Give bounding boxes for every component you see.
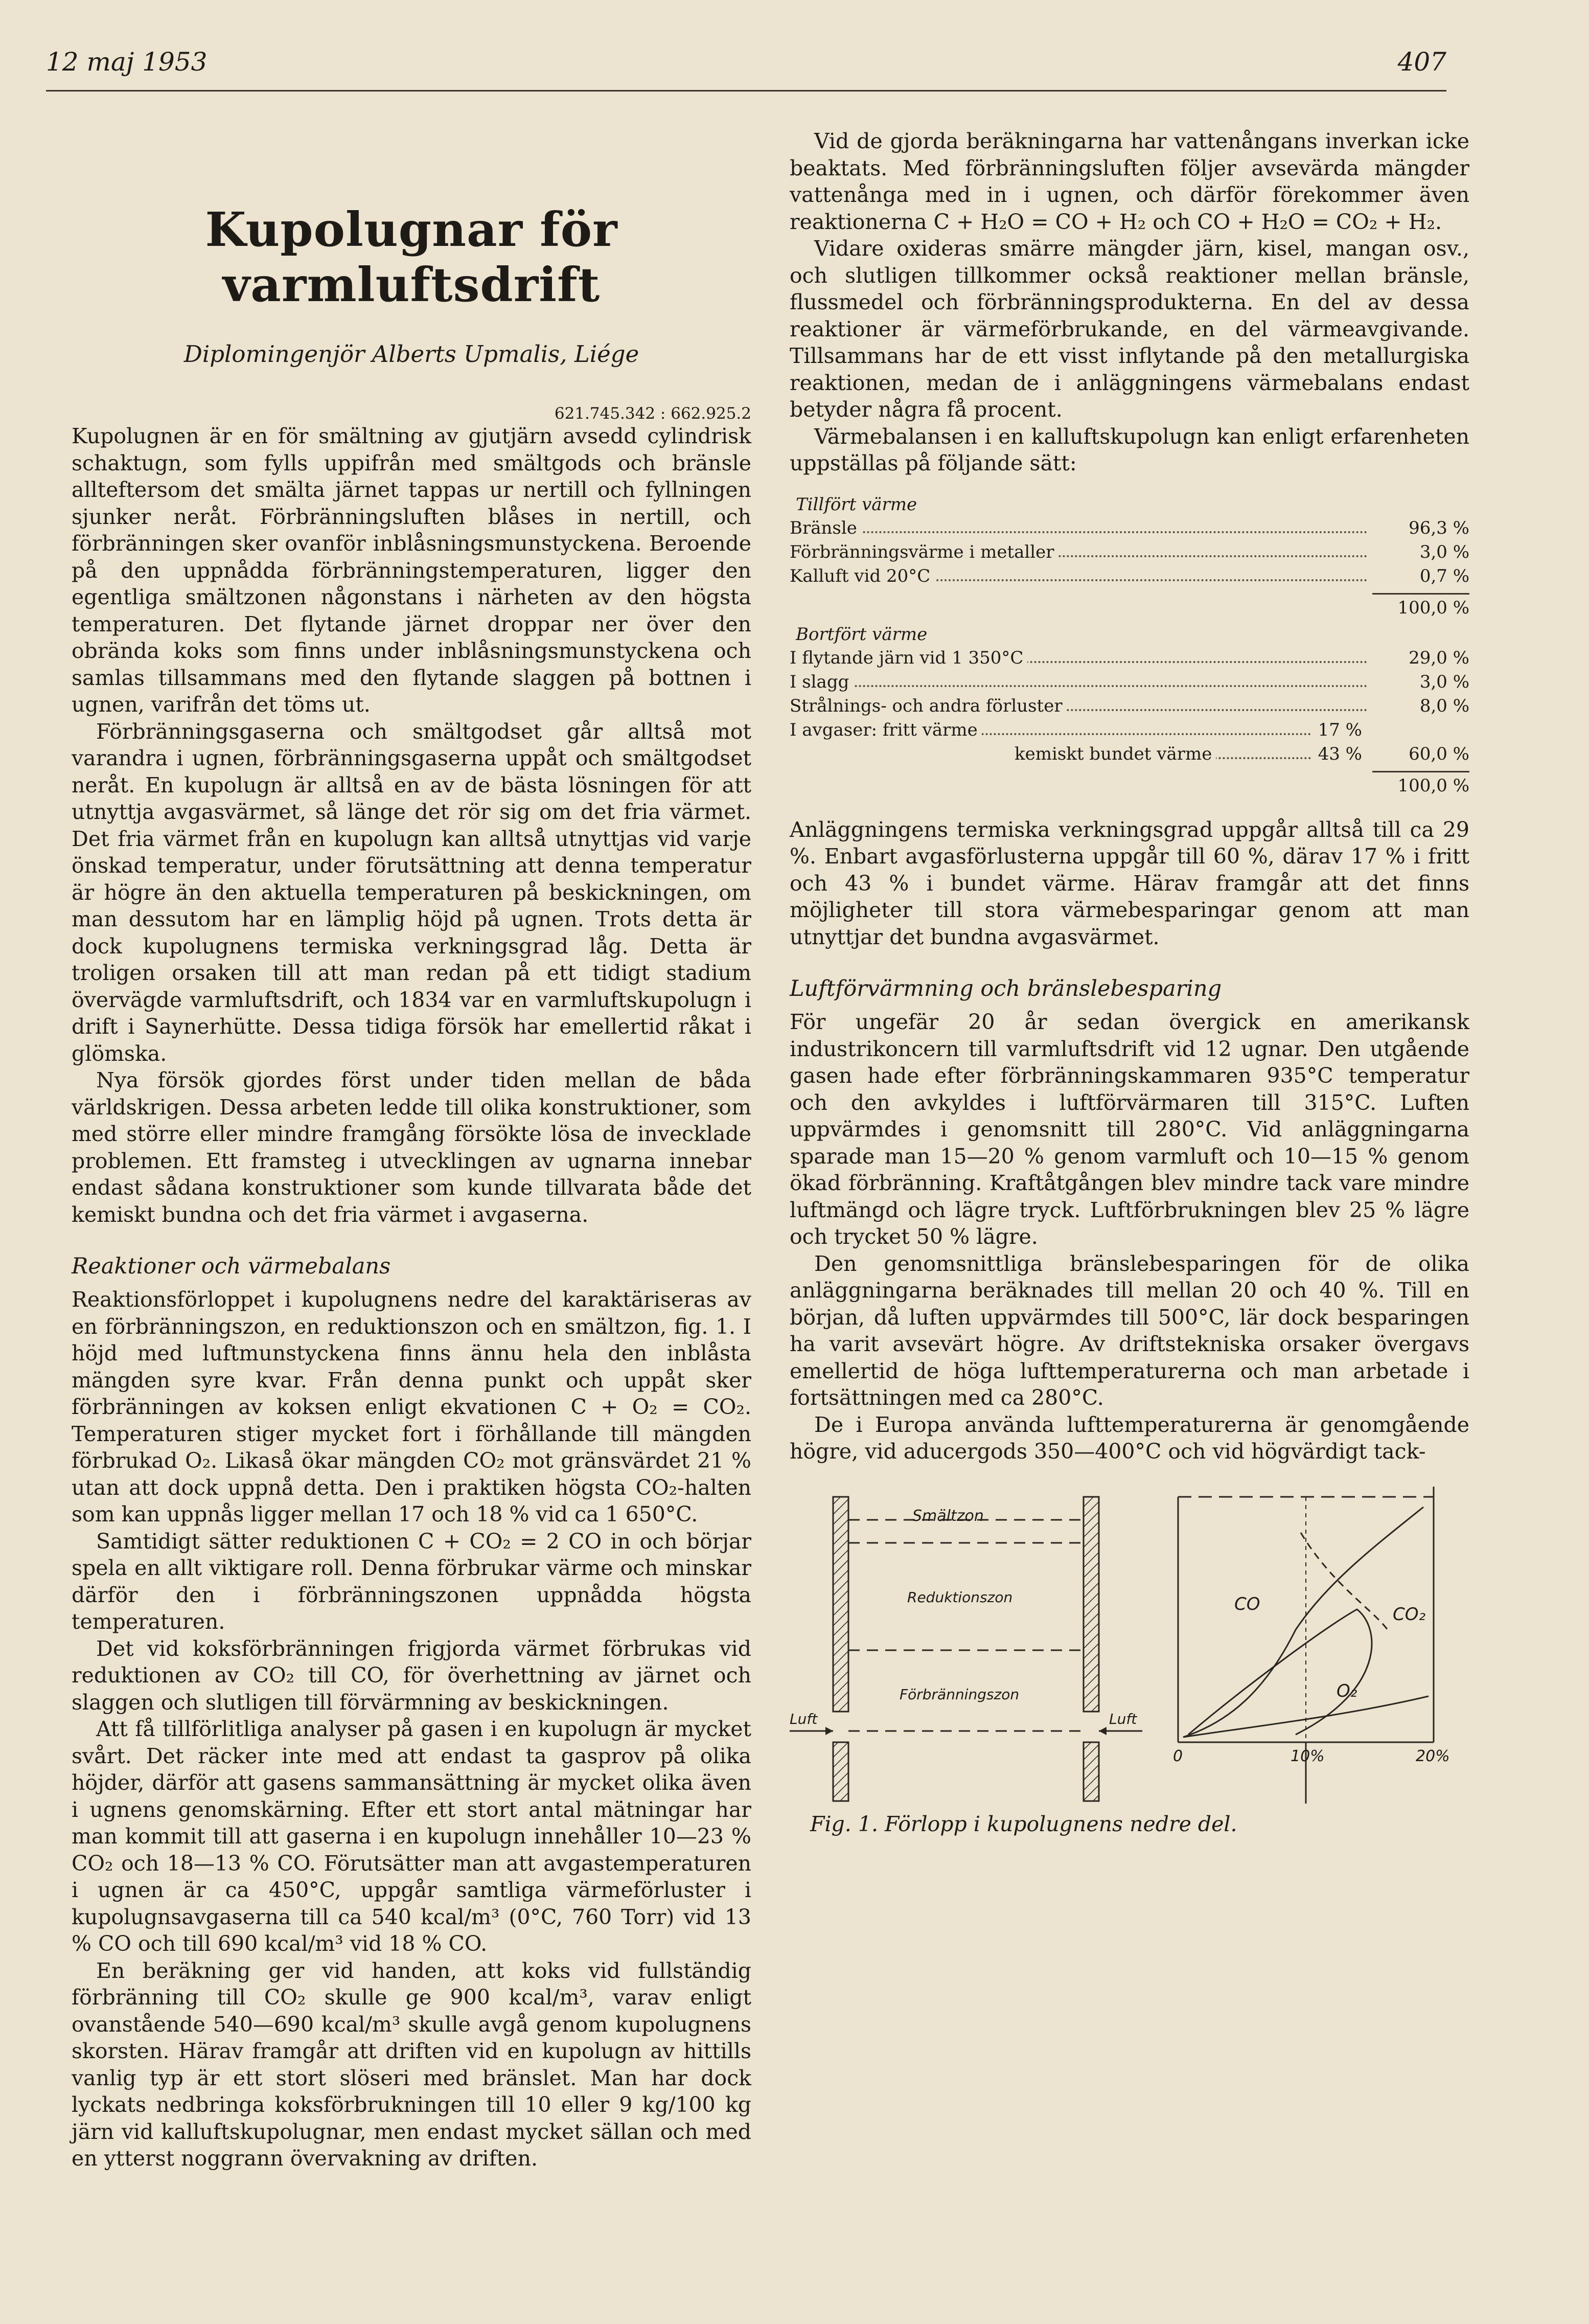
body-paragraph: Det vid koksförbränningen frigjorda värmet förbrukas vid reduktionen av CO₂ till CO, för överhettning av järnet och slaggen och slutligen till förvärmning av beskickningen. (72, 1636, 751, 1715)
section-heading-reactions: Reaktioner och värmebalans (72, 1254, 391, 1279)
article-title: Kupolugnar för varmluftsdrift (205, 202, 618, 312)
row-value: 3,0 % (1416, 672, 1469, 692)
body-paragraph: För ungefär 20 år sedan övergick en amerikansk industrikoncern till varmluftsdrift vid 12 ugnar. Den utgående gasen hade efter förbränningskammaren 935°C temperatur och den avkyldes i luftförvärmaren till 315°C. Luften uppvärmdes i genomsnitt till 280°C. Vid anläggningarna sparade man 15—20 % genom varmluft och 10—15 % genom ökad förbränning. Kraftåtgången blev mindre tack vare mindre luftmängd och lägre tryck. Luftförbrukningen blev 25 % lägre och trycket 50 % lägre. (790, 1010, 1469, 1249)
header-rule (46, 90, 1446, 92)
x-tick-10: 10% (1291, 1747, 1325, 1765)
row-subvalue: 17 % (1314, 720, 1362, 740)
supplied-heat-caption: Tillfört värme (796, 494, 917, 515)
curve-label-co2: CO₂ (1393, 1604, 1426, 1625)
table-row (790, 648, 1469, 672)
body-paragraph: Reaktionsförloppet i kupolugnens nedre del karaktäriseras av en förbränningszon, en reduktionszon och en smältzon, fig. 1. I höjd med luftmunstyckena finns ännu hela den inblåsta mängden syre kvar. Från denna punkt och uppåt sker förbränningen av koksen enligt ekvationen C + O₂ = CO₂. Temperaturen stiger mycket fort i förhållande till mängden förbrukad O₂. Likaså ökar mängden CO₂ mot gränsvärdet 21 % utan att dock uppnå detta. Den i praktiken högsta CO₂-halten som kan uppnås ligger mellan 17 och 18 % vid ca 1 650°C. (72, 1287, 751, 1526)
heat-balance-table (790, 494, 1469, 799)
x-tick-0: 0 (1173, 1747, 1183, 1765)
article-author: Diplomingenjör Alberts Upmalis, Liége (183, 340, 639, 368)
furnace-wall-right (1084, 1497, 1099, 1712)
removed-heat-caption: Bortfört värme (796, 624, 928, 645)
body-paragraph: Vid de gjorda beräkningarna har vattenångans inverkan icke beaktats. Med förbränningsluften följer avsevärda mängder vattenånga med in i ugnen, och därför förekommer även reaktionerna C + H₂O = CO + H₂ och CO + H₂O = CO₂ + H₂. (790, 129, 1469, 234)
row-label: Strålnings- och andra förluster (790, 696, 1067, 716)
table-row (790, 672, 1469, 696)
body-paragraph: Samtidigt sätter reduktionen C + CO₂ = 2 CO in och börjar spela en allt viktigare roll. Denna förbrukar värme och minskar därför den i förbränningszonen uppnådda högsta temperaturen. (72, 1529, 751, 1634)
row-label: I slagg (790, 672, 853, 692)
figure-1 (790, 1476, 1469, 1855)
body-paragraph: En beräkning ger vid handen, att koks vid fullständig förbränning till CO₂ skulle ge 900 kcal/m³, varav enligt ovanstående 540—690 kcal/m³ skulle avgå genom kupolugnens skorsten. Härav framgår att driften vid en kupolugn av hittills vanlig typ är ett stort slöseri med bränslet. Man har dock lyckats nedbringa koksförbrukningen till 10 eller 9 kg/100 kg järn vid kalluftskupolugnar, men endast mycket sällan och med en ytterst noggrann övervakning av driften. (72, 1958, 751, 2171)
furnace-wall-left-lower (833, 1742, 848, 1801)
left-column (72, 130, 751, 2172)
x-tick-20: 20% (1416, 1747, 1450, 1765)
curve-label-co: CO (1234, 1593, 1260, 1614)
row-label: Bränsle (790, 518, 861, 538)
row-value: 0,7 % (1416, 566, 1469, 586)
row-label: Förbränningsvärme i metaller (790, 542, 1058, 562)
row-label: I flytande järn vid 1 350°C (790, 648, 1027, 668)
cupola-diagram (790, 1476, 1469, 1804)
supplied-total: 100,0 % (1394, 598, 1469, 618)
table-total-row (790, 772, 1469, 799)
issue-date: 12 maj 1953 (46, 47, 208, 77)
udc-code: 621.745.342 : 662.925.2 (554, 404, 751, 423)
zone-label-reduction: Reduktionszon (907, 1588, 1013, 1606)
table-row (790, 542, 1469, 566)
body-paragraph: Värmebalansen i en kalluftskupolugn kan enligt erfarenheten uppställas på följande sätt: (790, 424, 1469, 475)
row-label: kemiskt bundet värme (1015, 744, 1216, 764)
zone-label-combustion: Förbränningszon (900, 1685, 1020, 1703)
page-number: 407 (1397, 47, 1446, 77)
table-row (790, 720, 1469, 744)
air-label-left: Luft (790, 1710, 818, 1727)
figure-caption: Fig. 1. Förlopp i kupolugnens nedre del. (810, 1811, 1237, 1836)
row-value: 29,0 % (1404, 648, 1469, 668)
removed-total: 100,0 % (1394, 776, 1469, 796)
body-paragraph: Att få tillförlitliga analyser på gasen i en kupolugn är mycket svårt. Det räcker inte med att endast ta gasprov på olika höjder, därför att gasens sammansättning är mycket olika även i ugnens genomskärning. Efter ett stort antal mätningar har man kommit till att gaserna i en kupolugn innehåller 10—23 % CO₂ och 18—13 % CO. Förutsätter man att avgastemperaturen i ugnen är ca 450°C, uppgår samtliga värmeförluster i kupolugnsavgaserna till ca 540 kcal/m³ (0°C, 760 Torr) vid 13 % CO och till 690 kcal/m³ vid 18 % CO. (72, 1717, 751, 1956)
row-label: I avgaser: fritt värme (790, 720, 982, 740)
intro-paragraph: Förbränningsgaserna och smältgodset går alltså mot varandra i ugnen, förbränningsgaserna uppåt och smältgodset neråt. En kupolugn är alltså en av de bästa lösningen för att utnyttja avgasvärmet, så länge det rör sig om det fria värmet. Det fria värmet från en kupolugn kan alltså utnyttjas vid varje önskad temperatur, under förutsättning att denna temperatur är högre än den aktuella temperaturen på beskickningen, om man dessutom har en lämplig höjd på ugnen. Trots detta är dock kupolugnens termiska verkningsgrad låg. Detta är troligen orsaken till att man redan på ett tidigt stadium övervägde varmluftsdrift, och 1834 var en varmluftskupolugn i drift i Saynerhütte. Dessa tidiga försök har emellertid råkat i glömska. (72, 719, 751, 1066)
body-paragraph: De i Europa använda lufttemperaturerna är genomgående högre, vid aducergods 350—400°C och vid högvärdigt tack- (790, 1412, 1469, 1464)
row-value: 3,0 % (1416, 542, 1469, 562)
table-row (790, 518, 1469, 542)
body-paragraph: Anläggningens termiska verkningsgrad uppgår alltså till ca 29 %. Enbart avgasförlusterna uppgår till 60 %, därav 17 % i fritt och 43 % i bundet värme. Härav framgår att det finns möjligheter till stora värmebesparingar genom att man utnyttjar det bundna avgasvärmet. (790, 817, 1469, 949)
table-row (790, 566, 1469, 590)
co-curve (1183, 1507, 1426, 1737)
intro-paragraph: Nya försök gjordes först under tiden mellan de båda världskrigen. Dessa arbeten ledde till olika konstruktioner, som med större eller mindre framgång försökte lösa de invecklade problemen. Ett framsteg i utvecklingen av ugnarna innebar endast sådana konstruktioner som kunde tillvarata både det kemiskt bundna och det fria värmet i avgaserna. (72, 1068, 751, 1227)
furnace-wall-right-lower (1084, 1742, 1099, 1801)
table-row (790, 696, 1469, 720)
row-subvalue: 43 % (1314, 744, 1362, 764)
right-column (790, 128, 1469, 1855)
air-label-right: Luft (1109, 1710, 1137, 1727)
row-value: 96,3 % (1404, 518, 1469, 538)
furnace-wall-left (833, 1497, 848, 1712)
intro-paragraph: Kupolugnen är en för smältning av gjutjärn avsedd cylindrisk schaktugn, som fylls uppifrån med smältgods och bränsle allteftersom det smälta järnet tappas ur nertill och fyllningen sjunker neråt. Förbränningsluften blåses in nertill, och förbränningen sker ovanför inblåsningsmunstyckena. Beroende på den uppnådda förbränningstemperaturen, ligger den egentliga smältzonen någonstans i närheten av den högsta temperaturen. Det flytande järnet droppar ner över den obrända koks som finns under inblåsningsmunstyckena och samlas tillsammans med den flytande slaggen på bottnen i ugnen, varifrån det töms ut. (72, 424, 751, 717)
row-label: Kalluft vid 20°C (790, 566, 934, 586)
table-row (790, 744, 1469, 768)
co2-curve (1188, 1609, 1372, 1735)
curve-label-o2: O₂ (1337, 1680, 1357, 1701)
body-paragraph: Vidare oxideras smärre mängder järn, kisel, mangan osv., och slutligen tillkommer också reaktioner mellan bränsle, flussmedel och förbränningsprodukterna. En del av dessa reaktioner är värmeförbrukande, en del värmeavgivande. Tillsammans har de ett visst inflytande på den metallurgiska reaktionen, medan de i anläggningens värmebalans endast betyder några få procent. (790, 236, 1469, 422)
section-heading-air-preheating: Luftförvärmning och bränslebesparing (790, 976, 1222, 1001)
body-paragraph: Den genomsnittliga bränslebesparingen för de olika anläggningarna beräknades till mellan 20 och 40 %. Till en början, då luften uppvärmdes till 500°C, lär dock besparingen ha varit avsevärt högre. Av driftstekniska orsaker övergavs emellertid de höga lufttemperaturerna och man arbetade i fortsättningen med ca 280°C. (790, 1251, 1469, 1410)
table-total-row (790, 595, 1469, 621)
zone-label-melt: Smältzon (912, 1507, 984, 1525)
row-value: 8,0 % (1416, 696, 1469, 716)
row-value: 60,0 % (1404, 744, 1469, 764)
page-header (46, 47, 1446, 91)
